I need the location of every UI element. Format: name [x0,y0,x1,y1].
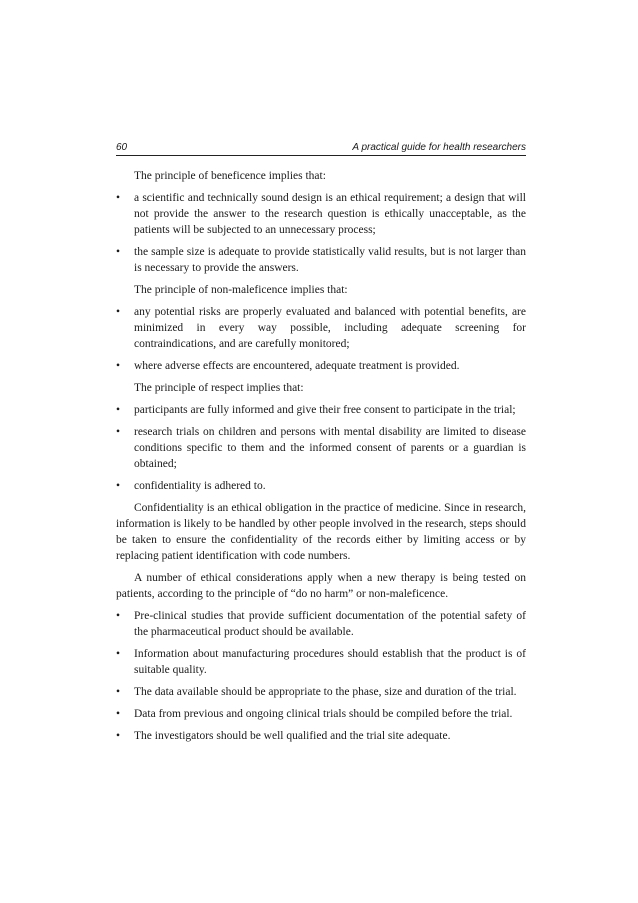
bullet-icon: • [116,610,121,622]
bullet-icon: • [116,404,121,416]
list-item: • the sample size is adequate to provide statistically valid results, but is not larger than is necessary to provide the answers. [116,246,526,274]
list-item: • research trials on children and persons with mental disability are limited to disease conditions specific to them and the informed consent of parents or a guardian is obtained; [116,426,526,470]
bullet-icon: • [116,480,121,492]
list-item: • confidentiality is adhered to. [116,480,266,492]
list-item: • any potential risks are properly evaluated and balanced with potential benefits, are minimized in every way possible, including adequate screening for contraindications, and are carefully monitored; [116,306,526,350]
list-item: • Data from previous and ongoing clinical trials should be compiled before the trial. [116,708,513,720]
lead-non-maleficence: The principle of non-maleficence implies that: [134,284,348,296]
bullet-icon: • [116,360,121,372]
list-item: • Pre-clinical studies that provide sufficient documentation of the potential safety of the pharmaceutical product should be available. [116,610,526,638]
bullet-icon: • [116,426,121,438]
paragraph-considerations: A number of ethical considerations apply when a new therapy is being tested on patients, according to the principle of “do no harm” or non-maleficence. [116,572,526,600]
bullet-icon: • [116,686,121,698]
bullet-icon: • [116,246,121,258]
header-rule [116,155,526,156]
paragraph-confidentiality: Confidentiality is an ethical obligation in the practice of medicine. Since in research, information is likely to be handled by other people involved in the research, steps should be taken to ensure the confidentiality of the records either by limiting access or by replacing patient identification with code numbers. [116,502,526,562]
lead-beneficence: The principle of beneficence implies that: [134,170,326,182]
page-number: 60 [116,142,128,153]
list-item: • a scientific and technically sound design is an ethical requirement; a design that will not provide the answer to the research question is ethically unacceptable, as the patients will be subjected to an unnecessary process; [116,192,526,236]
list-item: • Information about manufacturing procedures should establish that the product is of suitable quality. [116,648,526,676]
bullet-icon: • [116,708,121,720]
body-text [116,168,526,750]
list-item: • The investigators should be well qualified and the trial site adequate. [116,730,451,742]
bullet-icon: • [116,306,121,318]
list-item: • where adverse effects are encountered, adequate treatment is provided. [116,360,460,372]
bullet-icon: • [116,192,121,204]
bullet-icon: • [116,648,121,660]
bullet-icon: • [116,730,121,742]
lead-respect: The principle of respect implies that: [134,382,304,394]
running-title: A practical guide for health researchers [352,142,526,153]
list-item: • The data available should be appropriate to the phase, size and duration of the trial. [116,686,517,698]
list-item: • participants are fully informed and give their free consent to participate in the trial; [116,404,516,416]
